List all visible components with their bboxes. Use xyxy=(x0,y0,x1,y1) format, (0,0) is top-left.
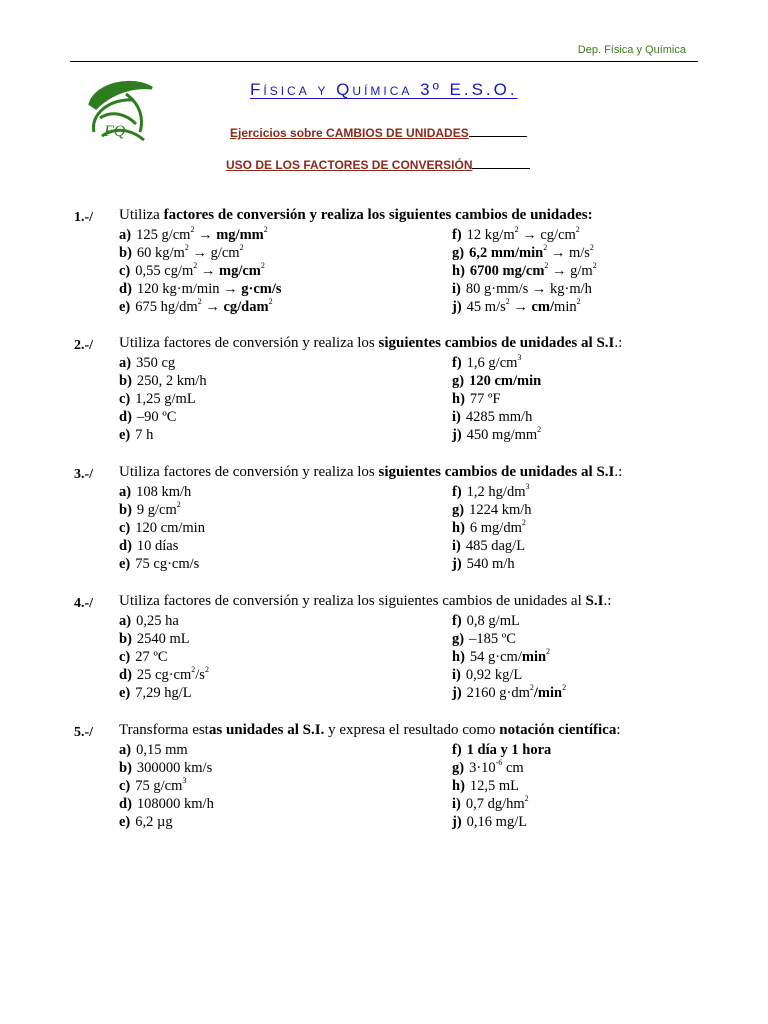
exercise-item xyxy=(452,280,597,298)
items-column-left xyxy=(119,226,282,316)
exercise-item xyxy=(452,519,532,537)
item-label: g) xyxy=(452,373,465,389)
item-label: a) xyxy=(119,742,132,758)
item-text: 77 ºF xyxy=(469,391,501,407)
exercise-item xyxy=(452,612,566,630)
item-label: f) xyxy=(452,355,462,371)
exercise-item xyxy=(119,666,209,684)
exercise-item xyxy=(452,666,566,684)
exercise-item xyxy=(119,262,282,280)
item-text: 0,55 $cg/m^2 \to mg/cm^2$ xyxy=(135,261,265,279)
item-text: 6,2 $mm/\min^2 \to m/s^2$ xyxy=(469,243,594,261)
item-text: 75 $g/cm^3$ xyxy=(135,776,187,794)
item-text: 4285 mm/h xyxy=(465,409,533,425)
item-text: 300000 km/s xyxy=(136,760,213,776)
item-label: j) xyxy=(452,427,462,443)
items-column-right xyxy=(452,612,566,702)
item-label: h) xyxy=(452,649,465,665)
item-text: 125 $g/cm^2 \to mg/mm^2$ xyxy=(136,225,268,243)
item-label: a) xyxy=(119,484,132,500)
item-label: i) xyxy=(452,667,461,683)
exercise-item xyxy=(119,280,282,298)
item-text: 6700 $mg/cm^2 \to g/m^2$ xyxy=(469,261,597,279)
item-label: g) xyxy=(452,760,465,776)
items-column-right xyxy=(452,226,597,316)
item-label: b) xyxy=(119,502,132,518)
item-label: g) xyxy=(452,245,465,261)
item-label: h) xyxy=(452,778,465,794)
exercise-item xyxy=(119,648,209,666)
item-label: d) xyxy=(119,409,132,425)
exercise-item xyxy=(452,298,597,316)
item-text: 0,92 kg/L xyxy=(465,667,523,683)
exercise-instruction: Utiliza factores de conversión y realiza los siguientes cambios de unidades: xyxy=(119,207,593,223)
item-text: 54 $g\cdot cm/\min^2$ xyxy=(469,647,551,665)
exercise-item xyxy=(452,555,532,573)
exercise-item xyxy=(119,354,207,372)
exercise-item xyxy=(119,537,205,555)
item-text: 80 g·mm/s → kg·m/h xyxy=(465,281,592,297)
exercise-item xyxy=(119,741,214,759)
exercise-item xyxy=(452,226,597,244)
item-label: h) xyxy=(452,263,465,279)
exercise-item xyxy=(119,684,209,702)
exercise-item xyxy=(119,244,282,262)
items-column-right xyxy=(452,354,541,444)
item-label: d) xyxy=(119,667,132,683)
item-text: 9 $g/cm^2$ xyxy=(136,500,181,518)
item-text: 12 $kg/m^2 \to cg/cm^2$ xyxy=(466,225,580,243)
item-label: g) xyxy=(452,631,465,647)
item-text: 0,16 mg/L xyxy=(466,814,528,830)
exercise-item xyxy=(119,372,207,390)
item-text: 1,6 $g/cm^3$ xyxy=(466,353,522,371)
item-text: 0,8 g/mL xyxy=(466,613,520,629)
exercise-item xyxy=(452,483,532,501)
item-label: i) xyxy=(452,796,461,812)
item-text: 1 día y 1 hora xyxy=(466,742,552,758)
item-label: c) xyxy=(119,520,131,536)
svg-text:FQ: FQ xyxy=(104,123,126,140)
exercise-instruction: Utiliza factores de conversión y realiza los siguientes cambios de unidades al S.I.: xyxy=(119,464,623,480)
item-label: h) xyxy=(452,391,465,407)
items-column-left xyxy=(119,483,205,573)
exercise-item xyxy=(119,612,209,630)
item-text: 350 cg xyxy=(136,355,176,371)
item-label: b) xyxy=(119,373,132,389)
exercise-item xyxy=(452,501,532,519)
item-text: 2540 mL xyxy=(136,631,190,647)
items-column-left xyxy=(119,741,214,831)
item-label: f) xyxy=(452,613,462,629)
item-label: f) xyxy=(452,742,462,758)
exercise-item xyxy=(452,741,551,759)
item-label: e) xyxy=(119,814,131,830)
item-text: 250, 2 km/h xyxy=(136,373,207,389)
item-text: 7,29 hg/L xyxy=(135,685,192,701)
item-label: i) xyxy=(452,281,461,297)
item-label: j) xyxy=(452,299,462,315)
item-label: f) xyxy=(452,484,462,500)
item-text: 2160 $g\cdot dm^2/\min^2$ xyxy=(466,683,567,701)
items-column-right xyxy=(452,483,532,573)
item-text: $3\cdot 10^{-6}$ cm xyxy=(469,758,524,776)
item-label: j) xyxy=(452,556,462,572)
department-label: Dep. Física y Química xyxy=(577,44,686,56)
exercise-item xyxy=(119,226,282,244)
exercise-item xyxy=(452,759,551,777)
exercise-item xyxy=(452,372,541,390)
exercise-item xyxy=(119,813,214,831)
item-text: 6,2 µg xyxy=(135,814,173,830)
items-column-left xyxy=(119,354,207,444)
item-text: 108000 km/h xyxy=(136,796,214,812)
item-text: 120 kg·m/min → g·cm/s xyxy=(136,281,282,297)
exercise-item xyxy=(452,684,566,702)
item-label: e) xyxy=(119,427,131,443)
item-text: 485 dag/L xyxy=(465,538,526,554)
item-label: b) xyxy=(119,245,132,261)
exercise-item xyxy=(452,408,541,426)
exercise-number: 1.-/ xyxy=(74,210,94,225)
exercise-item xyxy=(452,813,551,831)
item-label: j) xyxy=(452,685,462,701)
item-text: 6 $mg/dm^2$ xyxy=(469,518,526,536)
exercise-item xyxy=(452,426,541,444)
exercise-item xyxy=(452,630,566,648)
exercise-item xyxy=(119,777,214,795)
item-label: d) xyxy=(119,796,132,812)
item-label: c) xyxy=(119,263,131,279)
item-label: i) xyxy=(452,409,461,425)
item-label: e) xyxy=(119,685,131,701)
exercise-instruction: Transforma estas unidades al S.I. y expresa el resultado como notación científica: xyxy=(119,722,621,738)
item-label: a) xyxy=(119,227,132,243)
item-text: 25 $cg\cdot cm^2/s^2$ xyxy=(136,665,209,683)
item-text: 108 km/h xyxy=(136,484,192,500)
item-label: d) xyxy=(119,281,132,297)
item-label: i) xyxy=(452,538,461,554)
item-text: –185 ºC xyxy=(469,631,516,647)
exercise-number: 3.-/ xyxy=(74,467,94,482)
exercise-item xyxy=(119,426,207,444)
exercise-item xyxy=(452,648,566,666)
item-text: 27 ºC xyxy=(135,649,168,665)
item-label: e) xyxy=(119,299,131,315)
item-text: 0,7 $dg/hm^2$ xyxy=(465,794,529,812)
exercise-instruction: Utiliza factores de conversión y realiza los siguientes cambios de unidades al S.I.: xyxy=(119,593,612,609)
exercise-item xyxy=(452,354,541,372)
item-text: 10 días xyxy=(136,538,179,554)
exercise-item xyxy=(119,408,207,426)
item-label: c) xyxy=(119,391,131,407)
exercise-instruction: Utiliza factores de conversión y realiza los siguientes cambios de unidades al S.I.: xyxy=(119,335,623,351)
item-label: j) xyxy=(452,814,462,830)
item-text: 75 cg·cm/s xyxy=(135,556,200,572)
item-text: 0,15 mm xyxy=(136,742,188,758)
subtitle-cambios: Ejercicios sobre CAMBIOS DE UNIDADES xyxy=(230,126,527,140)
item-text: 7 h xyxy=(135,427,154,443)
school-logo xyxy=(82,74,158,146)
exercise-number: 5.-/ xyxy=(74,725,94,740)
exercise-item xyxy=(119,759,214,777)
item-label: d) xyxy=(119,538,132,554)
exercise-item xyxy=(119,390,207,408)
item-text: 675 $hg/dm^2 \to cg/dam^2$ xyxy=(135,297,273,315)
item-label: g) xyxy=(452,502,465,518)
page-title: Física y Química 3º E.S.O. xyxy=(250,80,518,99)
item-text: 12,5 mL xyxy=(469,778,520,794)
item-label: e) xyxy=(119,556,131,572)
items-column-left xyxy=(119,612,209,702)
exercise-item xyxy=(452,390,541,408)
exercise-item xyxy=(119,630,209,648)
exercise-item xyxy=(452,537,532,555)
items-column-right xyxy=(452,741,551,831)
exercise-item xyxy=(452,777,551,795)
exercise-item xyxy=(119,298,282,316)
item-label: c) xyxy=(119,778,131,794)
exercise-number: 4.-/ xyxy=(74,596,94,611)
item-label: a) xyxy=(119,355,132,371)
item-text: 120 cm/min xyxy=(469,373,542,389)
item-label: a) xyxy=(119,613,132,629)
exercise-item xyxy=(119,795,214,813)
exercise-item xyxy=(119,501,205,519)
item-label: h) xyxy=(452,520,465,536)
item-text: 1,2 $hg/dm^3$ xyxy=(466,482,530,500)
exercise-item xyxy=(119,483,205,501)
item-text: 540 m/h xyxy=(466,556,515,572)
item-text: 0,25 ha xyxy=(136,613,179,629)
item-text: 1224 km/h xyxy=(469,502,532,518)
item-label: b) xyxy=(119,760,132,776)
exercise-item xyxy=(452,795,551,813)
exercise-item xyxy=(119,555,205,573)
item-text: 120 cm/min xyxy=(135,520,205,536)
item-text: 45 $m/s^2 \to cm/\min^2$ xyxy=(466,297,581,315)
item-label: b) xyxy=(119,631,132,647)
exercise-item xyxy=(452,244,597,262)
header-rule xyxy=(70,61,698,62)
exercise-number: 2.-/ xyxy=(74,338,94,353)
item-label: f) xyxy=(452,227,462,243)
exercise-item xyxy=(119,519,205,537)
item-text: –90 ºC xyxy=(136,409,177,425)
subtitle-factores: USO DE LOS FACTORES DE CONVERSIÓN xyxy=(226,158,530,172)
item-text: 60 $kg/m^2 \to g/cm^2$ xyxy=(136,243,244,261)
item-text: 1,25 g/mL xyxy=(135,391,196,407)
item-text: 450 $mg/mm^2$ xyxy=(466,425,542,443)
item-label: c) xyxy=(119,649,131,665)
exercise-item xyxy=(452,262,597,280)
